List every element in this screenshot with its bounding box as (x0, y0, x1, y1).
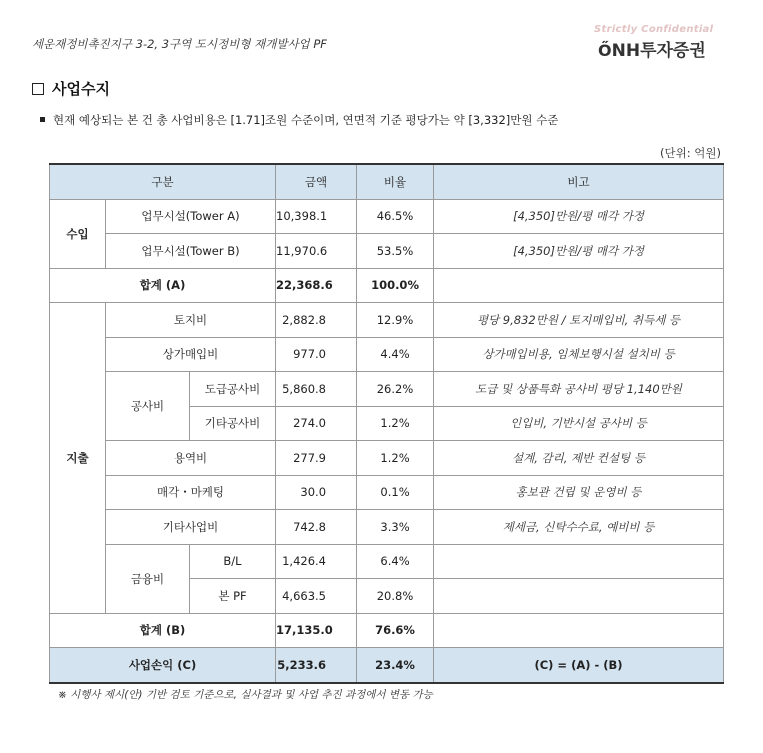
table-row (50, 441, 724, 476)
row-ratio: 20.8% (357, 579, 434, 614)
row-remarks: 평당 9,832만원 / 토지매입비, 취득세 등 (434, 303, 724, 338)
row-remarks: 도급 및 상품특화 공사비 평당 1,140만원 (434, 372, 724, 407)
row-item: 상가매입비 (106, 337, 276, 372)
section-title: 사업수지 (52, 80, 110, 98)
confidential-watermark: Strictly Confidential (594, 24, 714, 35)
total-amount: 22,368.6 (276, 268, 357, 303)
row-ratio: 12.9% (357, 303, 434, 338)
row-item: 기타공사비 (190, 406, 276, 441)
row-ratio: 53.5% (357, 234, 434, 269)
table-row (50, 372, 724, 407)
section-heading (32, 78, 110, 99)
document-title: 세운재정비촉진지구 3-2, 3구역 도시정비형 재개발사업 PF (32, 37, 327, 51)
row-remarks: 인입비, 기반시설 공사비 등 (434, 406, 724, 441)
row-ratio: 0.1% (357, 475, 434, 510)
header-amount: 금액 (276, 164, 357, 199)
row-amount: 10,398.1 (276, 199, 357, 234)
table-row (50, 303, 724, 338)
summary-text: 현재 예상되는 본 건 총 사업비용은 [1.71]조원 수준이며, 연면적 기준 평당가는 약 [3,332]만원 수준 (53, 113, 559, 127)
profit-label: 사업손익 (C) (50, 648, 276, 683)
row-ratio: 26.2% (357, 372, 434, 407)
row-item: 업무시설(Tower A) (106, 199, 276, 234)
row-item: 기타사업비 (106, 510, 276, 545)
income-label: 수입 (50, 199, 106, 268)
table-row (50, 234, 724, 269)
unit-label: (단위: 억원) (660, 146, 721, 160)
income-total-row (50, 268, 724, 303)
table-row (50, 544, 724, 579)
expense-label: 지출 (50, 303, 106, 614)
profit-remarks: (C) = (A) - (B) (434, 648, 724, 683)
row-amount: 4,663.5 (276, 579, 357, 614)
row-ratio: 1.2% (357, 406, 434, 441)
header-ratio: 비율 (357, 164, 434, 199)
bullet-square-icon (40, 117, 45, 122)
nh-logo-icon: Ő (598, 41, 612, 60)
row-amount: 5,860.8 (276, 372, 357, 407)
total-label: 합계 (A) (50, 268, 276, 303)
summary-bullet (40, 112, 558, 128)
row-remarks (434, 579, 724, 614)
row-ratio: 3.3% (357, 510, 434, 545)
business-balance-table (49, 163, 724, 684)
row-amount: 11,970.6 (276, 234, 357, 269)
row-item: B/L (190, 544, 276, 579)
row-remarks: 상가매입비용, 임체보행시설 설치비 등 (434, 337, 724, 372)
table-header-row (50, 164, 724, 199)
table-row (50, 510, 724, 545)
header-category: 구분 (50, 164, 276, 199)
expense-total-row (50, 613, 724, 648)
row-item: 토지비 (106, 303, 276, 338)
row-item: 본 PF (190, 579, 276, 614)
row-remarks (434, 544, 724, 579)
row-remarks: 홍보관 건립 및 운영비 등 (434, 475, 724, 510)
row-amount: 2,882.8 (276, 303, 357, 338)
profit-row (50, 648, 724, 683)
construction-label: 공사비 (106, 372, 190, 441)
row-ratio: 4.4% (357, 337, 434, 372)
total-ratio: 100.0% (357, 268, 434, 303)
row-amount: 277.9 (276, 441, 357, 476)
footnote: ※ 시행사 제시(안) 기반 검토 기준으로, 실사결과 및 사업 추진 과정에서 변동 가능 (58, 689, 433, 701)
row-item: 업무시설(Tower B) (106, 234, 276, 269)
row-ratio: 46.5% (357, 199, 434, 234)
row-amount: 977.0 (276, 337, 357, 372)
total-label: 합계 (B) (50, 613, 276, 648)
row-amount: 742.8 (276, 510, 357, 545)
total-ratio: 76.6% (357, 613, 434, 648)
profit-amount: 5,233.6 (276, 648, 357, 683)
table-row (50, 199, 724, 234)
row-remarks: [4,350]만원/평 매각 가정 (434, 199, 724, 234)
nh-logo (598, 36, 706, 61)
row-item: 용역비 (106, 441, 276, 476)
profit-ratio: 23.4% (357, 648, 434, 683)
row-amount: 274.0 (276, 406, 357, 441)
total-amount: 17,135.0 (276, 613, 357, 648)
checkbox-square-icon (32, 83, 44, 95)
row-item: 매각・마케팅 (106, 475, 276, 510)
row-ratio: 1.2% (357, 441, 434, 476)
row-amount: 1,426.4 (276, 544, 357, 579)
row-item: 도급공사비 (190, 372, 276, 407)
nh-logo-text: NH투자증권 (611, 41, 706, 61)
row-amount: 30.0 (276, 475, 357, 510)
table-row (50, 337, 724, 372)
finance-label: 금융비 (106, 544, 190, 613)
row-remarks: [4,350]만원/평 매각 가정 (434, 234, 724, 269)
header-remarks: 비고 (434, 164, 724, 199)
row-remarks: 설계, 감리, 제반 컨설팅 등 (434, 441, 724, 476)
table-row (50, 475, 724, 510)
row-remarks: 제세금, 신탁수수료, 예비비 등 (434, 510, 724, 545)
row-ratio: 6.4% (357, 544, 434, 579)
